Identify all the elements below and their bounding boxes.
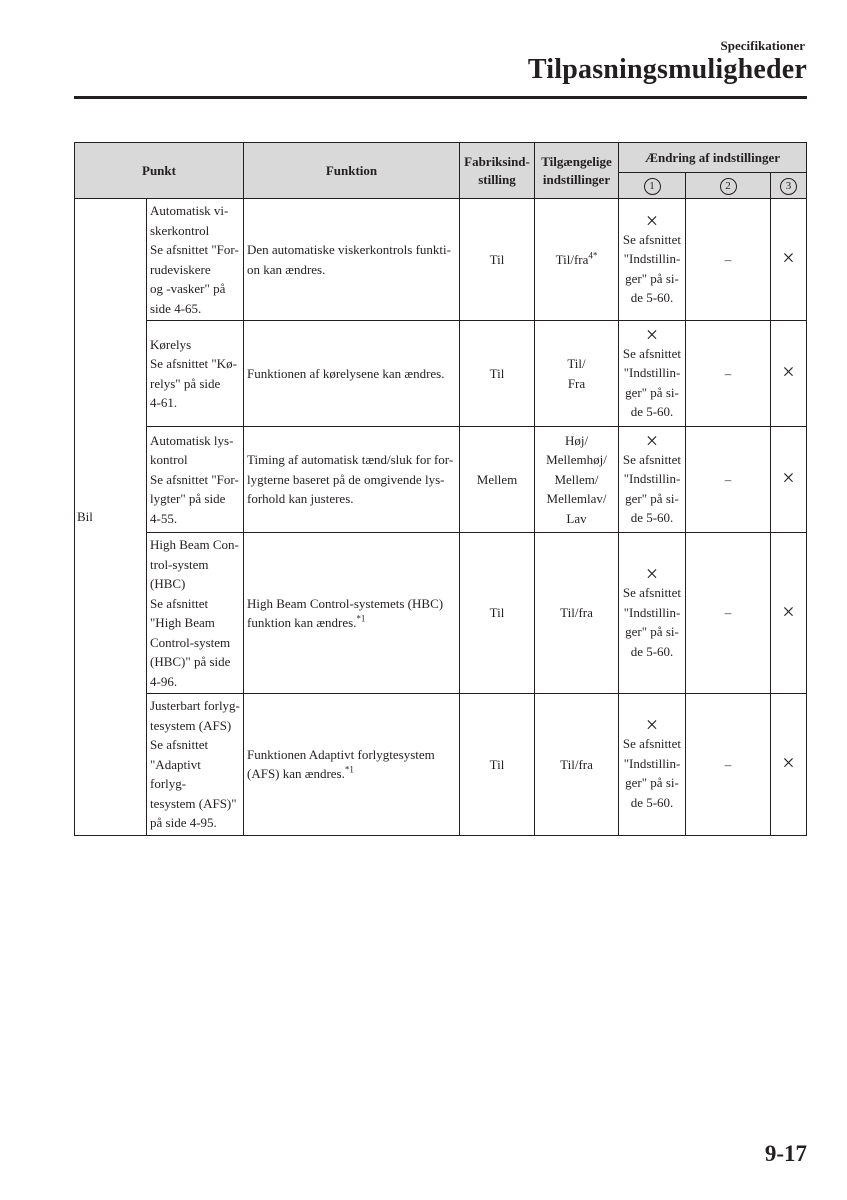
change-col-1-cell	[619, 427, 686, 533]
funktion-footnote: *1	[344, 764, 354, 775]
not-available-x-icon: ×	[645, 207, 659, 233]
customization-table	[74, 142, 807, 836]
fabrik-cell: Til	[460, 533, 535, 694]
fabrik-cell: Til	[460, 694, 535, 836]
header-aendring: Ændring af indstillinger	[619, 143, 807, 173]
page-title: Tilpasningsmuligheder	[527, 54, 807, 85]
header-col-1	[619, 173, 686, 199]
header-col-2	[686, 173, 771, 199]
not-available-x-icon: ×	[782, 598, 795, 624]
header-fabriksindstilling: Fabriksind- stilling	[460, 143, 535, 199]
section-label: Specifikationer	[720, 38, 805, 53]
dash-icon: –	[724, 251, 732, 267]
dash-icon: –	[724, 756, 732, 772]
not-available-x-icon: ×	[645, 427, 659, 453]
change-col-2-cell	[686, 427, 771, 533]
punkt-cell: High Beam Con- trol-system (HBC) Se afsnittet "High Beam Control-system (HBC)" på side 4-96.	[147, 533, 244, 694]
dash-icon: –	[724, 605, 732, 621]
punkt-cell: Automatisk vi- skerkontrol Se afsnittet "For- rudeviskere og -vasker" på side 4-65.	[147, 199, 244, 321]
tilg-footnote: 4*	[588, 250, 598, 261]
change-col-3-cell	[771, 321, 807, 427]
change-col-2-cell	[686, 321, 771, 427]
funktion-cell	[244, 533, 460, 694]
table-row	[75, 427, 807, 533]
not-available-x-icon: ×	[782, 359, 795, 385]
change-col-2-cell	[686, 533, 771, 694]
change-col-3-cell	[771, 427, 807, 533]
fabrik-cell: Til	[460, 199, 535, 321]
title-rule	[74, 96, 807, 99]
change-note: Se afsnittet "Indstillin- ger" på si- de 5-60.	[622, 345, 682, 419]
not-available-x-icon: ×	[782, 750, 795, 775]
table-row	[75, 533, 807, 694]
punkt-cell: Justerbart forlyg- tesystem (AFS) Se afsnittet "Adaptivt forlyg- tesystem (AFS)" på side 4-95.	[147, 694, 244, 836]
change-col-1-cell	[619, 321, 686, 427]
change-col-1-cell	[619, 533, 686, 694]
not-available-x-icon: ×	[645, 561, 659, 586]
header-tilgaengelige: Tilgængelige indstillinger	[535, 143, 619, 199]
funktion-cell: Funktionen af kørelysene kan ændres.	[244, 321, 460, 427]
tilg-cell: Til/ Fra	[535, 321, 619, 427]
funktion-footnote: *1	[356, 613, 366, 624]
punkt-cell: Automatisk lys- kontrol Se afsnittet "For- lygter" på side 4-55.	[147, 427, 244, 533]
fabrik-cell: Til	[460, 321, 535, 427]
change-col-3-cell	[771, 694, 807, 836]
change-col-3-cell	[771, 199, 807, 321]
not-available-x-icon: ×	[782, 245, 795, 271]
table-row	[75, 321, 807, 427]
header-punkt: Punkt	[75, 143, 244, 199]
change-col-3-cell	[771, 533, 807, 694]
change-col-1-cell	[619, 694, 686, 836]
page-number: 9-17	[764, 1141, 807, 1166]
circle-2-label: 2	[720, 178, 737, 195]
funktion-cell: Den automatiske viskerkontrols funkti- on kan ændres.	[244, 199, 460, 321]
tilg-cell: Høj/ Mellemhøj/ Mellem/ Mellemlav/ Lav	[535, 427, 619, 533]
not-available-x-icon: ×	[645, 712, 659, 738]
punkt-cell: Kørelys Se afsnittet "Kø- relys" på side 4-61.	[147, 321, 244, 427]
tilg-value: Til/fra	[555, 251, 589, 267]
circle-3-label: 3	[780, 178, 797, 195]
circle-1-label: 1	[644, 178, 661, 195]
not-available-x-icon: ×	[782, 465, 795, 491]
funktion-cell	[244, 694, 460, 836]
tilg-cell	[535, 199, 619, 321]
change-note: Se afsnittet "Indstillin- ger" på si- de 5-60.	[622, 451, 682, 525]
funktion-cell: Timing af automatisk tænd/sluk for for- lygterne baseret på de omgivende lys- forhold kan justeres.	[244, 427, 460, 533]
fabrik-cell: Mellem	[460, 427, 535, 533]
change-col-2-cell	[686, 694, 771, 836]
change-note: Se afsnittet "Indstillin- ger" på si- de 5-60.	[622, 736, 682, 810]
funktion-text: High Beam Control-systemets (HBC) funktion kan ændres.	[247, 595, 444, 630]
header-col-3	[771, 173, 807, 199]
table-row	[75, 694, 807, 836]
funktion-text: Funktionen Adaptivt forlygtesystem (AFS) kan ændres.	[247, 746, 435, 782]
dash-icon: –	[724, 365, 732, 381]
change-col-1-cell	[619, 199, 686, 321]
change-col-2-cell	[686, 199, 771, 321]
dash-icon: –	[724, 471, 732, 487]
table-row	[75, 199, 807, 321]
tilg-cell: Til/fra	[535, 533, 619, 694]
change-note: Se afsnittet "Indstillin- ger" på si- de 5-60.	[622, 231, 682, 305]
header-funktion: Funktion	[244, 143, 460, 199]
not-available-x-icon: ×	[645, 321, 659, 347]
tilg-cell: Til/fra	[535, 694, 619, 836]
category-cell: Bil	[75, 199, 147, 836]
change-note: Se afsnittet "Indstillin- ger" på si- de 5-60.	[622, 585, 682, 659]
